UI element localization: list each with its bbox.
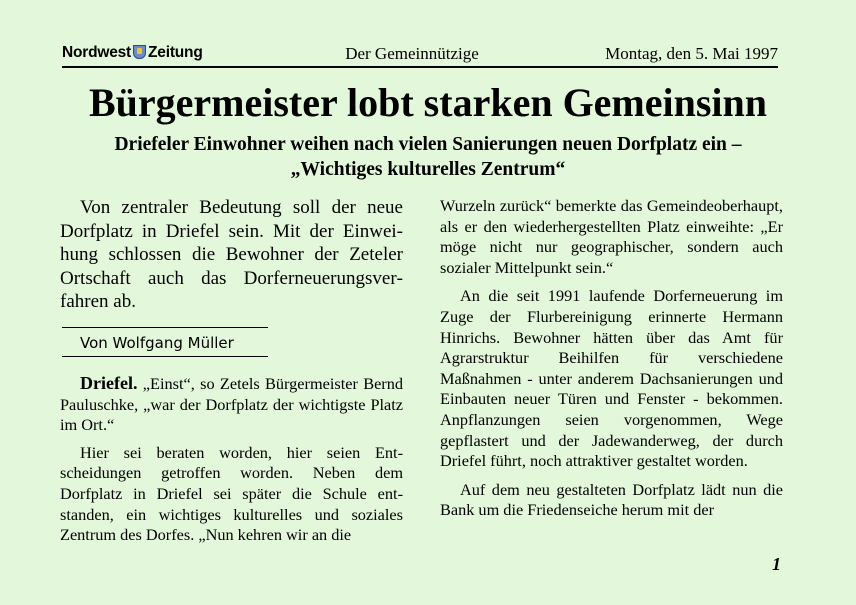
body-paragraph: Auf dem neu gestalteten Dorfplatz lädt nun die Bank um die Friedenseiche herum mit der	[440, 479, 783, 520]
article-body-left	[60, 373, 403, 546]
masthead-right: Zeitung	[148, 44, 203, 61]
issue-date: Montag, den 5. Mai 1997	[605, 44, 778, 63]
byline: Von Wolfgang Müller	[62, 327, 268, 357]
article-lead: Von zentraler Bedeutung soll der neue Dorfplatz in Driefel sein. Mit der Einweihung schlossen die Bewohner der Zeteler Ortschaft auch das Dorferneuerungsverfahren ab.	[60, 197, 403, 313]
dateline: Driefel.	[80, 373, 138, 393]
section-name: Der Gemeinnützige	[345, 44, 479, 63]
body-paragraph: Hier sei beraten worden, hier seien Entscheidungen getroffen worden. Neben dem Dorfplatz in Driefel sei später die Schule entstanden, ein wichtiges kulturelles und soziales Zentrum des Dorfes. „Nun kehren wir an die	[60, 442, 403, 545]
article-body-right	[440, 196, 783, 521]
subhead-line-1: Driefeler Einwohner weihen nach vielen Sanierungen neuen Dorfplatz ein –	[114, 134, 742, 155]
article-headline: Bürgermeister lobt starken Gemeinsinn	[88, 80, 768, 125]
masthead	[62, 44, 203, 62]
body-paragraph	[60, 373, 403, 436]
article-subhead	[40, 132, 816, 182]
paragraph-text: „Einst“, so Zetels Bürgermeister Bernd Pauluschke, „war der Dorfplatz der wichtigste Platz im Ort.“	[60, 374, 403, 435]
body-paragraph: An die seit 1991 laufende Dorferneuerung im Zuge der Flurbereinigung erinnerte Hermann Hinrichs. Bewohner hätten über das Amt für Agrarstruktur Beihilfen für verschiedene Maßnahmen - unter anderem Dachsanierungen und Einbauten neuer Türen und Fenster - bekommen. Anpflanzungen seien vorgenommen, Wege gepflastert und der Jadewanderweg, der durch Driefel führt, noch attraktiver gestaltet worden.	[440, 286, 783, 471]
subhead-line-2: „Wichtiges kulturelles Zentrum“	[290, 159, 566, 180]
body-paragraph: Wurzeln zurück“ bemerkte das Gemeindeoberhaupt, als er den wiederhergestellten Platz einweihte: „Er möge nicht nur geographischer, sondern auch sozialer Mittelpunkt sein.“	[440, 196, 783, 277]
masthead-left: Nordwest	[62, 44, 132, 61]
page-header	[62, 44, 778, 68]
coat-of-arms-icon	[133, 45, 146, 59]
page-number: 1	[772, 554, 781, 574]
